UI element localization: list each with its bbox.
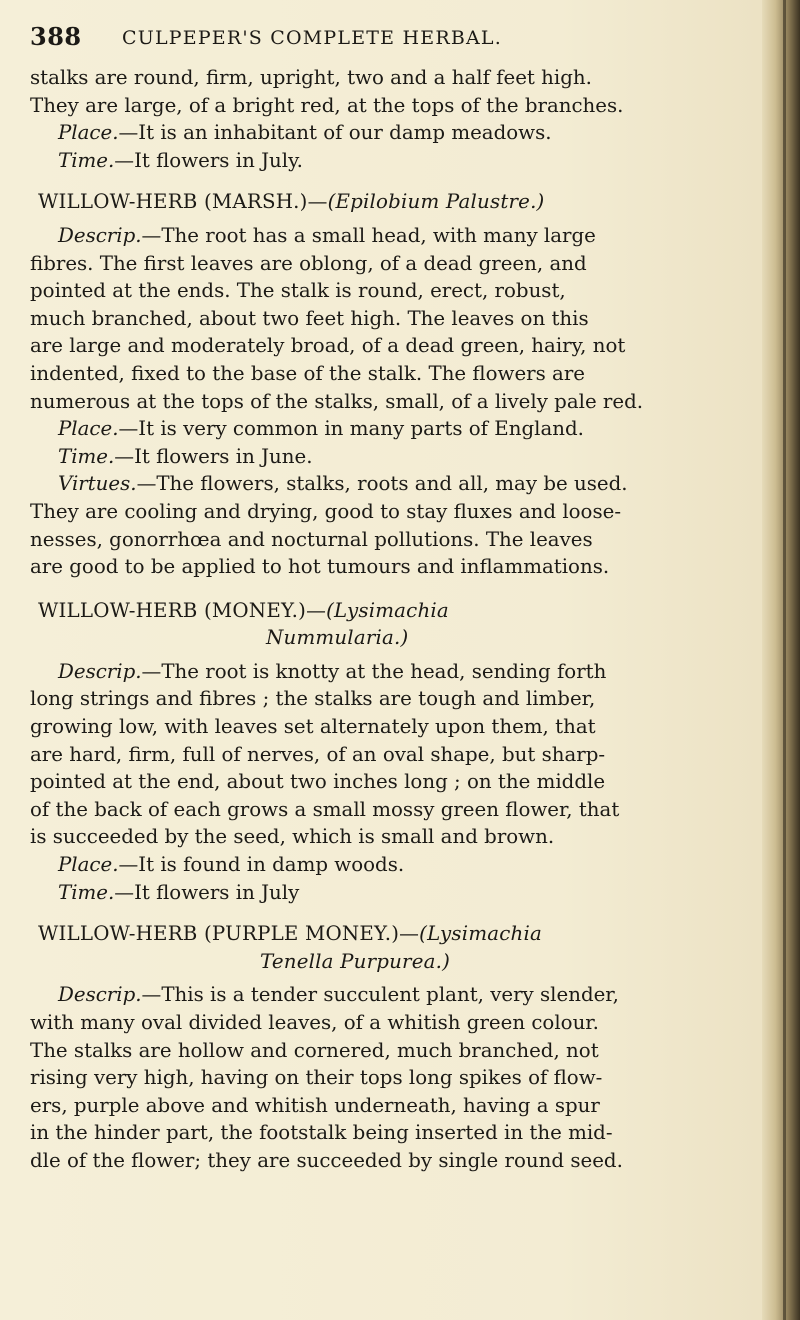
place-line (30, 119, 755, 147)
text-line: numerous at the tops of the stalks, small, of a lively pale red. (30, 389, 644, 413)
text-line: are hard, firm, full of nerves, of an oval shape, but sharp- (30, 742, 606, 766)
entry-title-purple-money (30, 920, 755, 975)
entry-heading: WILLOW-HERB (PURPLE MONEY.)— (38, 922, 420, 946)
time-text: —It flowers in July (114, 880, 300, 904)
text-line: pointed at the end, about two inches long ; on the middle (30, 770, 606, 794)
running-head (30, 22, 755, 58)
entry-title-marsh (30, 188, 755, 216)
text-line: nesses, gonorrhœa and nocturnal pollutions. The leaves (30, 527, 593, 551)
descrip-label: Descrip. (58, 223, 142, 247)
entry-latin-name: (Lysimachia (419, 922, 543, 946)
time-line (30, 879, 755, 907)
time-text: —It flowers in July. (114, 148, 303, 172)
text-line: indented, fixed to the base of the stalk. The flowers are (30, 361, 586, 385)
text-line: rising very high, having on their tops long spikes of flow- (30, 1066, 603, 1090)
time-label: Time. (58, 880, 115, 904)
time-label: Time. (58, 444, 115, 468)
text-line: of the back of each grows a small mossy green flower, that (30, 797, 620, 821)
text-line: The stalks are hollow and cornered, much branched, not (30, 1038, 599, 1062)
text-line: —The root is knotty at the head, sending forth (141, 659, 607, 683)
text-line: —The root has a small head, with many large (141, 223, 596, 247)
text-line: is succeeded by the seed, which is small and brown. (30, 825, 555, 849)
place-text: —It is very common in many parts of England. (118, 417, 584, 441)
time-label: Time. (58, 148, 115, 172)
text-line: They are cooling and drying, good to stay fluxes and loose- (30, 499, 622, 523)
entry-heading: WILLOW-HERB (MARSH.)— (38, 190, 328, 214)
entry-heading: WILLOW-HERB (MONEY.)— (38, 598, 327, 622)
text-line: long strings and fibres ; the stalks are tough and limber, (30, 687, 596, 711)
text-line: are large and moderately broad, of a dead green, hairy, not (30, 334, 626, 358)
place-line (30, 415, 755, 443)
text-line: much branched, about two feet high. The leaves on this (30, 306, 589, 330)
descrip-label: Descrip. (58, 659, 142, 683)
running-title: CULPEPER'S COMPLETE HERBAL. (122, 27, 502, 49)
descrip-line (30, 222, 755, 250)
entry-title-money (30, 597, 755, 652)
text-line: fibres. The first leaves are oblong, of a dead green, and (30, 251, 587, 275)
binding-shadow-line (783, 0, 786, 1320)
text-line: in the hinder part, the footstalk being inserted in the mid- (30, 1121, 613, 1145)
text-line: with many oval divided leaves, of a whitish green colour. (30, 1011, 599, 1034)
time-line (30, 147, 755, 175)
entry-latin-name-cont: Nummularia.) (266, 626, 409, 650)
descrip-line (30, 658, 755, 686)
entry-latin-name: (Epilobium Palustre.) (327, 190, 545, 214)
descrip-line (30, 981, 755, 1009)
page-binding-edge (762, 0, 800, 1320)
text-line: pointed at the ends. The stalk is round, erect, robust, (30, 279, 566, 303)
time-line (30, 443, 755, 471)
place-text: —It is an inhabitant of our damp meadows. (118, 121, 552, 145)
text-line: are good to be applied to hot tumours and inflammations. (30, 555, 610, 579)
place-label: Place. (58, 853, 119, 877)
place-label: Place. (58, 417, 119, 441)
virtues-label: Virtues. (58, 472, 137, 496)
entry-latin-name: (Lysimachia (326, 598, 449, 622)
place-text: —It is found in damp woods. (118, 853, 405, 877)
text-line: ers, purple above and whitish underneath, having a spur (30, 1093, 600, 1117)
descrip-label: Descrip. (58, 983, 142, 1007)
text-line: dle of the flower; they are succeeded by single round seed. (30, 1148, 623, 1172)
place-line (30, 851, 755, 879)
text-line: growing low, with leaves set alternately upon them, that (30, 715, 596, 739)
time-text: —It flowers in June. (114, 444, 313, 468)
text-line: stalks are round, firm, upright, two and a half feet high. (30, 66, 592, 89)
page-number: 388 (30, 22, 82, 51)
virtues-line (30, 470, 755, 498)
place-label: Place. (58, 121, 119, 145)
entry-latin-name-cont: Tenella Purpurea.) (260, 949, 451, 973)
text-line: They are large, of a bright red, at the tops of the branches. (30, 93, 624, 117)
text-line: —This is a tender succulent plant, very slender, (141, 983, 619, 1007)
page-body (30, 64, 755, 1175)
text-line: —The flowers, stalks, roots and all, may be used. (136, 472, 628, 496)
